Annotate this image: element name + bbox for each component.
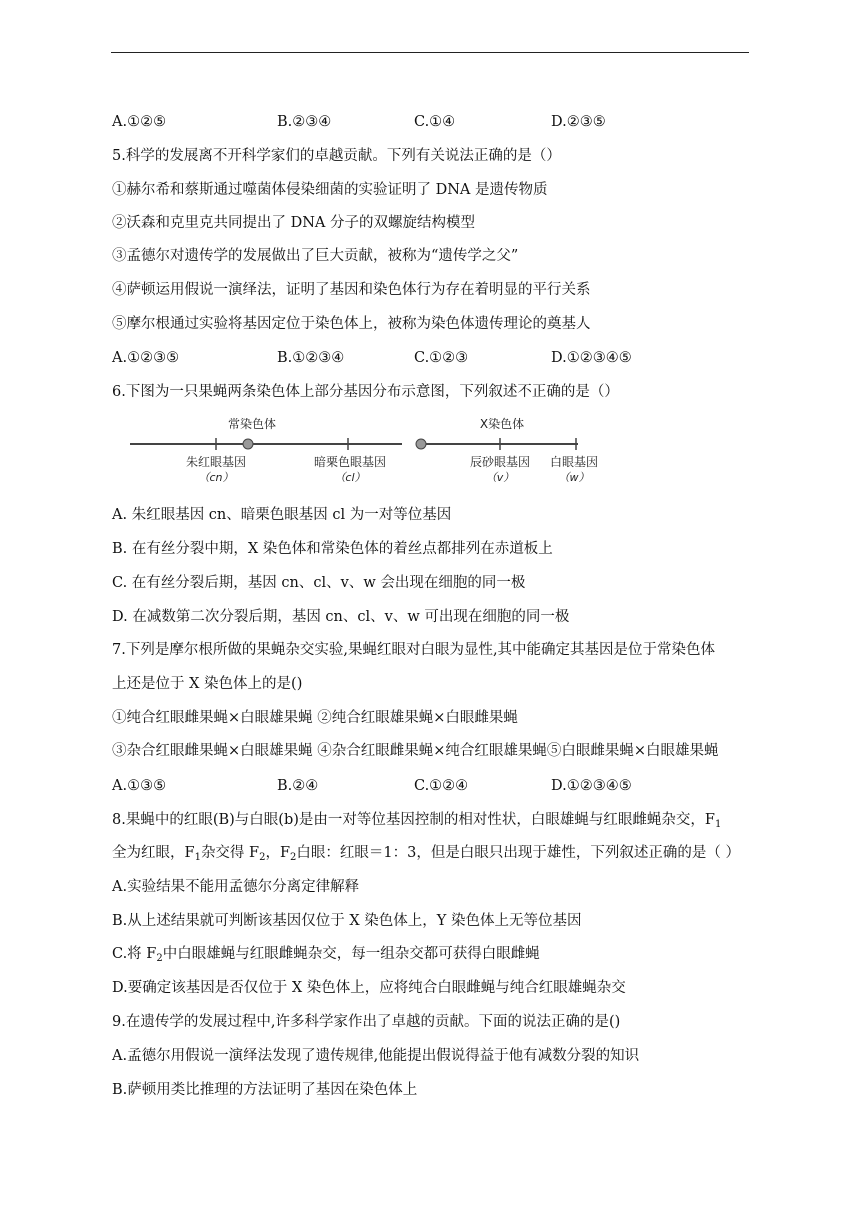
q9-option-b: B.萨顿用类比推理的方法证明了基因在染色体上 <box>112 1082 418 1098</box>
gene-name-v: 辰砂眼基因 <box>469 455 531 469</box>
q8-option-c-text-a: C.将 F <box>112 946 157 962</box>
q8-stem-text-d: 白眼：红眼＝1：3，但是白眼只出现于雄性，下列叙述正确的是（ ） <box>296 845 740 861</box>
q5-statement-3: ③孟德尔对遗传学的发展做出了巨大贡献，被称为“遗传学之父” <box>112 248 519 264</box>
q8-option-a: A.实验结果不能用孟德尔分离定律解释 <box>112 879 360 895</box>
q5-option-c: C.①②③ <box>414 350 469 366</box>
q7-options <box>112 776 712 796</box>
gene-symbol-w: （w） <box>558 471 590 484</box>
q7-option-c: C.①②④ <box>414 778 469 794</box>
q6-option-d: D. 在减数第二次分裂后期，基因 cn、cl、v、w 可出现在细胞的同一极 <box>112 609 570 625</box>
q7-stem-line1: 7.下列是摩尔根所做的果蝇杂交实验,果蝇红眼对白眼为显性,其中能确定其基因是位于常染色体 <box>112 642 716 658</box>
q5-statement-2: ②沃森和克里克共同提出了 DNA 分子的双螺旋结构模型 <box>112 215 476 231</box>
q8-stem-text-b: 杂交得 F <box>200 845 260 861</box>
q7-option-a: A.①③⑤ <box>112 778 167 794</box>
q7-option-d: D.①②③④⑤ <box>551 778 632 794</box>
q8-f1-subscript: 1 <box>714 819 722 830</box>
q6-option-a: A. 朱红眼基因 cn、暗栗色眼基因 cl 为一对等位基因 <box>112 507 452 523</box>
x-centromere <box>416 439 426 449</box>
q8-sub-3: 2 <box>290 852 297 863</box>
q8-option-b: B.从上述结果就可判断该基因仅位于 X 染色体上，Y 染色体上无等位基因 <box>112 913 582 929</box>
q7-stem-line2: 上还是位于 X 染色体上的是() <box>112 676 303 692</box>
q8-stem-text-c: ，F <box>265 845 291 861</box>
q4-options <box>112 112 712 132</box>
q6-option-c: C. 在有丝分裂后期，基因 cn、cl、v、w 会出现在细胞的同一极 <box>112 575 526 591</box>
q7-crosses-line1: ①纯合红眼雌果蝇×白眼雄果蝇 ②纯合红眼雄果蝇×白眼雌果蝇 <box>112 710 518 726</box>
q8-option-c-sub: 2 <box>156 953 163 964</box>
q9-stem: 9.在遗传学的发展过程中,许多科学家作出了卓越的贡献。下面的说法正确的是() <box>112 1014 621 1030</box>
q5-statement-4: ④萨顿运用假说一演绎法，证明了基因和染色体行为存在着明显的平行关系 <box>112 282 591 298</box>
x-chromosome-title: X染色体 <box>479 417 525 431</box>
header-rule <box>111 52 749 53</box>
gene-symbol-v: （v） <box>485 471 515 484</box>
q5-options <box>112 348 712 368</box>
q4-option-c: C.①④ <box>414 114 456 130</box>
gene-symbol-cl: （cl） <box>334 471 366 484</box>
gene-name-cl: 暗栗色眼基因 <box>313 455 387 469</box>
chromosome-diagram <box>128 414 598 492</box>
q7-option-b: B.②④ <box>277 778 319 794</box>
q7-crosses-line2: ③杂合红眼雌果蝇×白眼雄果蝇 ④杂合红眼雌果蝇×纯合红眼雄果蝇⑤白眼雌果蝇×白眼雄果蝇 <box>112 743 719 759</box>
gene-name-cn: 朱红眼基因 <box>185 455 247 469</box>
q5-option-a: A.①②③⑤ <box>112 350 180 366</box>
q8-sub-1: 1 <box>194 852 201 863</box>
q5-option-b: B.①②③④ <box>277 350 345 366</box>
q8-stem-line2 <box>112 843 740 868</box>
q8-stem-text: 8.果蝇中的红眼(B)与白眼(b)是由一对等位基因控制的相对性状，白眼雄蝇与红眼雌蝇杂交，F <box>112 812 715 828</box>
q5-statement-1: ①赫尔希和蔡斯通过噬菌体侵染细菌的实验证明了 DNA 是遗传物质 <box>112 182 548 198</box>
q8-option-d: D.要确定该基因是否仅位于 X 染色体上，应将纯合白眼雌蝇与纯合红眼雄蝇杂交 <box>112 980 626 996</box>
q8-option-c-text-b: 中白眼雄蝇与红眼雌蝇杂交，每一组杂交都可获得白眼雌蝇 <box>162 946 540 962</box>
q4-option-a: A.①②⑤ <box>112 114 167 130</box>
q9-option-a: A.孟德尔用假说一演绎法发现了遗传规律,他能提出假说得益于他有减数分裂的知识 <box>112 1048 640 1064</box>
q5-statement-5: ⑤摩尔根通过实验将基因定位于染色体上，被称为染色体遗传理论的奠基人 <box>112 316 591 332</box>
gene-symbol-cn: （cn） <box>198 471 234 484</box>
q4-option-b: B.②③④ <box>277 114 332 130</box>
q8-option-c <box>112 944 540 969</box>
q8-stem-line1 <box>112 810 721 835</box>
q5-option-d: D.①②③④⑤ <box>551 350 632 366</box>
q6-stem: 6.下图为一只果蝇两条染色体上部分基因分布示意图，下列叙述不正确的是（） <box>112 384 619 400</box>
q8-sub-2: 2 <box>259 852 266 863</box>
q5-stem: 5.科学的发展离不开科学家们的卓越贡献。下列有关说法正确的是（） <box>112 148 561 164</box>
q4-option-d: D.②③⑤ <box>551 114 606 130</box>
q8-stem-text-a: 全为红眼，F <box>112 845 195 861</box>
gene-name-w: 白眼基因 <box>549 455 598 469</box>
q6-option-b: B. 在有丝分裂中期，X 染色体和常染色体的着丝点都排列在赤道板上 <box>112 541 553 557</box>
autosome-centromere <box>243 439 253 449</box>
autosome-title: 常染色体 <box>227 417 277 431</box>
